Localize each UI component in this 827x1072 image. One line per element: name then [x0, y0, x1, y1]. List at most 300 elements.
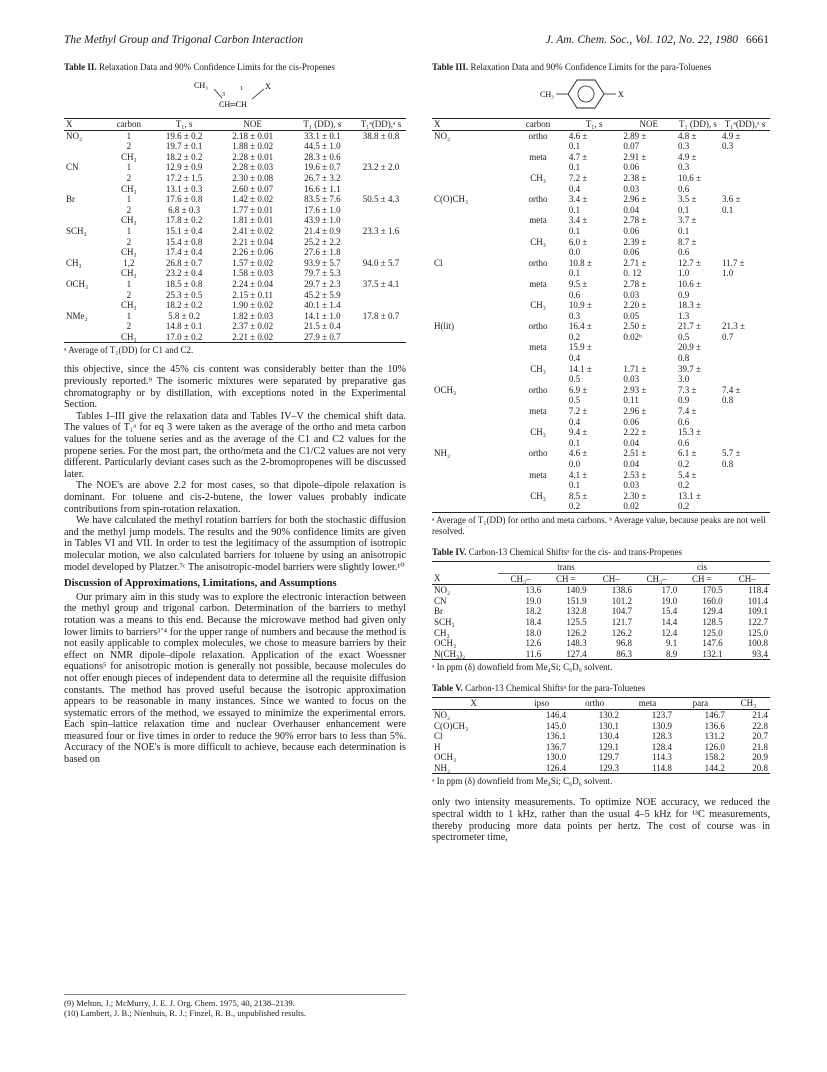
table-cell: 130.4 [598, 731, 620, 742]
table-row [432, 385, 770, 406]
table-cell: 21.8 [752, 741, 768, 752]
table-cell: CH₃ [106, 332, 152, 343]
table-cell [356, 173, 406, 184]
table-cell: 17.8 ± 0.7 [362, 310, 400, 321]
table-cell [64, 321, 106, 332]
table-cell: 100.8 [747, 638, 768, 649]
table-cell: 2.28 ± 0.01 [232, 151, 274, 162]
table-cell: 146.7 [704, 709, 725, 720]
table-cell: 12.9 ± 0.9 [165, 162, 203, 173]
t5-col-para: para [674, 698, 727, 710]
table-cell: 118.4 [748, 585, 768, 596]
table-cell: NO₂ [434, 585, 451, 596]
table-cell: 125.5 [566, 616, 587, 627]
table-cell: 33.1 ± 0.1 [304, 130, 341, 141]
table-cell [356, 290, 406, 301]
table-cell: 130.2 [598, 709, 620, 720]
table-cell: 125.0 [747, 627, 768, 638]
table-cell: 13.1 ± 0.3 [165, 183, 203, 194]
table-cell [720, 470, 770, 491]
table-row [64, 184, 406, 195]
table-cell: 1 [126, 194, 132, 205]
table-row [432, 638, 770, 649]
table-cell: 130.0 [545, 752, 567, 763]
t4-col-x: X [432, 573, 498, 585]
table-cell [64, 268, 106, 279]
table-row [64, 321, 406, 332]
table-cell [356, 300, 406, 311]
table-cell: 12.7 ± 1.0 [678, 257, 701, 279]
table-cell: 126.2 [566, 627, 587, 638]
table-cell: 128.4 [651, 741, 672, 752]
left-paragraph-1: this objective, since the 45% cis content was considerably better than the 10% previously reported.⁹ The isomeric mixtures were separated by preparative gas chromatography or by distillation, with exceptions noted in the Experimental Section. [64, 364, 406, 411]
struct-ch3: CH₃ [194, 81, 208, 90]
table-cell: 18.4 [525, 616, 542, 627]
t3-col-t1dd: T₁ (DD), s [676, 119, 720, 131]
table-cell: C(O)CH₃ [434, 720, 469, 731]
table2 [64, 118, 406, 343]
table-cell [356, 332, 406, 343]
t4-col-4: CH₃– [634, 573, 679, 585]
table-cell: 2 [126, 289, 132, 300]
table-cell: 19.7 ± 0.1 [165, 141, 203, 152]
table-cell: 79.7 ± 5.3 [304, 268, 341, 279]
table-cell: 2.18 ± 0.01 [232, 130, 274, 141]
table3-footnote: ᵃ Average of T₁(DD) for ortho and meta carbons. ᵇ Average value, because peaks are not well resolved. [432, 514, 766, 536]
t2-col-t1dd: T₁ (DD), s [289, 119, 356, 131]
t4-col-3: CH– [589, 573, 634, 585]
table2-title: Relaxation Data and 90% Confidence Limits for the cis-Propenes [98, 62, 335, 72]
right-body-text [432, 797, 770, 843]
table-cell [432, 173, 509, 194]
table-cell: 96.8 [616, 638, 632, 649]
table-cell [356, 215, 406, 226]
t2-col-t1add: T₁ᵃ(DD),ᵃ s [356, 119, 406, 131]
table-cell: 27.9 ± 0.7 [289, 332, 356, 343]
table-cell: 4.9 ± 0.3 [678, 151, 697, 173]
table-cell: 109.1 [747, 606, 768, 617]
struct-c3: 3 [222, 92, 225, 98]
table-cell: 2 [126, 204, 132, 215]
table5-label: Table V. [432, 683, 463, 694]
table-cell: 14.1 ± 0.5 [568, 363, 592, 385]
table-cell: 1.57 ± 0.02 [232, 257, 274, 268]
table-cell: 2.30 ± 0.02 [621, 491, 676, 513]
table-cell: meta [529, 469, 547, 480]
table4-label: Table IV. [432, 546, 467, 557]
table-cell: 158.2 [704, 752, 725, 763]
table-cell: 26.8 ± 0.7 [165, 257, 203, 268]
table-cell: 101.4 [747, 595, 768, 606]
table-cell: 19.0 [525, 595, 542, 606]
right-column [432, 62, 770, 844]
table3 [432, 118, 770, 513]
t4-col-1: CH₃– [498, 573, 543, 585]
table-cell: 10.6 ± 0.6 [678, 172, 701, 194]
t3-col-noe: NOE [621, 119, 676, 131]
table-row [64, 258, 406, 269]
t2-col-noe: NOE [217, 119, 289, 131]
t3-col-t1: T₁, s [567, 119, 622, 131]
table-cell: 2.20 ± 0.05 [623, 300, 647, 321]
table-cell: 6.1 ± 0.2 [678, 448, 697, 469]
table-cell: 1.88 ± 0.02 [232, 141, 274, 152]
table4-caption [432, 547, 770, 558]
table-cell: 94.0 ± 5.7 [362, 257, 400, 268]
table-cell: 9.4 ± 0.1 [568, 427, 588, 448]
table-cell: 23.2 ± 0.4 [165, 268, 203, 279]
table4 [432, 561, 770, 660]
table-cell: 6.0 ± 0.0 [568, 236, 588, 258]
table-cell: 12.6 [525, 638, 542, 649]
table-cell: 16.4 ± 0.2 [568, 321, 592, 342]
table-row [64, 130, 406, 141]
table5-caption [432, 683, 770, 694]
table-cell: 151.9 [566, 595, 587, 606]
table-row [64, 247, 406, 258]
table-cell: 7.4 ± 0.8 [722, 384, 741, 406]
struct-c2: 1 [240, 86, 243, 92]
table-cell: 125.0 [702, 627, 723, 638]
table-cell: 2.30 ± 0.08 [232, 172, 274, 183]
table-row [64, 332, 406, 343]
t4-col-5: CH = [679, 573, 724, 585]
table-cell [432, 491, 509, 513]
t4-group-cis: cis [634, 561, 770, 573]
table-cell [356, 141, 406, 152]
table-cell [432, 342, 509, 363]
table-cell [64, 173, 106, 184]
table-cell: 13.1 ± 0.2 [676, 491, 720, 513]
table-cell: N(CH₃)₂ [432, 649, 498, 660]
table-row [432, 173, 770, 194]
table-cell: 1.71 ± 0.03 [623, 363, 647, 385]
table-cell: 7.4 ± 0.6 [678, 406, 697, 427]
table-cell: 128.5 [702, 616, 723, 627]
table-cell: 19.0 [661, 595, 678, 606]
table-cell: 140.9 [566, 585, 587, 596]
references [64, 994, 406, 1018]
table4-title: Carbon-13 Chemical Shiftsᵃ for the cis- and trans-Propenes [468, 546, 682, 557]
table2-footnote: ᵃ Average of T₁(DD) for C1 and C2. [64, 345, 194, 356]
table-cell: 126.4 [515, 763, 568, 774]
table-cell: 123.7 [651, 709, 672, 720]
table-cell: 2.51 ± 0.04 [623, 448, 647, 469]
t5-col-ortho: ortho [568, 698, 621, 710]
table-row [432, 617, 770, 628]
benzene-ring [568, 80, 604, 108]
table-cell [356, 205, 406, 216]
table-cell: 4.7 ± 0.1 [568, 151, 588, 173]
table-cell: CH₃ [434, 627, 450, 638]
table-cell: CH₃ [530, 172, 546, 183]
table-cell: 2.26 ± 0.06 [232, 247, 274, 258]
table-cell [720, 364, 770, 385]
table-cell: CN [66, 162, 79, 173]
table4-body [432, 585, 770, 660]
table-cell: Cl [434, 731, 443, 742]
table-cell: Br [66, 194, 75, 205]
running-title: The Methyl Group and Trigonal Carbon Interaction [64, 34, 304, 46]
table-row [64, 311, 406, 322]
left-column [64, 62, 406, 1018]
table-cell: OCH₃ [66, 278, 89, 289]
table-cell: 129.3 [568, 763, 621, 774]
table-cell [432, 470, 509, 491]
struct-x-tol: X [618, 90, 624, 99]
table-cell: 3.7 ± 0.1 [678, 215, 697, 236]
table-cell: 3.4 ± 0.1 [568, 215, 588, 236]
table-row [432, 721, 770, 732]
t2-col-carbon: carbon [106, 119, 152, 131]
table-cell [64, 332, 106, 343]
table-cell: 136.6 [704, 720, 725, 731]
table-cell: 129.4 [702, 606, 723, 617]
table-cell: meta [529, 215, 547, 226]
table-row [432, 237, 770, 258]
table-cell: 17.6 ± 0.8 [165, 194, 203, 205]
table-cell: 21.4 [752, 709, 768, 720]
t3-col-carbon: carbon [509, 119, 567, 131]
table-cell [432, 237, 509, 258]
table-cell: 5.4 ± 0.2 [678, 469, 697, 491]
table-cell: 15.4 ± 0.8 [165, 236, 203, 247]
table-cell: SCH₃ [434, 616, 455, 627]
table-cell: CH₃ [509, 491, 567, 513]
table-cell [356, 184, 406, 195]
table-cell [356, 268, 406, 279]
table-cell: 2.89 ± 0.07 [623, 130, 647, 152]
table-cell: 23.2 ± 2.0 [362, 162, 400, 173]
table-row [432, 709, 770, 720]
table-cell [64, 205, 106, 216]
table-cell [64, 215, 106, 226]
table-cell: 21.3 ± 0.7 [722, 321, 745, 342]
table-cell: NO₂ [434, 709, 451, 720]
table-cell: 6.8 ± 0.3 [168, 204, 201, 215]
table-cell: 1.42 ± 0.02 [232, 194, 274, 205]
table-cell: 131.2 [704, 731, 725, 742]
t5-col-x: X [432, 698, 515, 710]
table-cell: 43.9 ± 1.0 [304, 215, 341, 226]
reference-9: (9) Melton, J.; McMurry, J. E. J. Org. Chem. 1975, 40, 2138–2139. [64, 998, 295, 1008]
table-cell: 130.9 [651, 720, 672, 731]
table-cell: CH₃ [121, 300, 137, 311]
left-paragraph-2: Tables I–III give the relaxation data and Tables IV–V the chemical shift data. The values of T₁ᵃ for eq 3 were taken as the average of the ortho and meta carbon values for the toluene series and as the average of the C1 and C2 values for the propene series. For the most part, the ortho/meta and the C1/C2 values are not very different. Particularly deviant cases such as the 2-bromopropenes will be discussed later. [64, 410, 406, 480]
table-cell: 5.7 ± 0.8 [722, 448, 741, 469]
journal-citation [487, 34, 769, 46]
table-row [432, 364, 770, 385]
table-cell [356, 247, 406, 258]
table-row [432, 342, 770, 363]
table-cell: 10.8 ± 0.1 [568, 257, 592, 279]
table-cell: 114.3 [652, 752, 672, 763]
table-cell: 6.9 ± 0.5 [568, 384, 588, 406]
left-body-text [64, 364, 406, 765]
table-cell: C(O)CH₃ [434, 194, 469, 205]
table-cell: 114.8 [621, 763, 674, 774]
struct-ch-ch: CH═CH [219, 100, 247, 109]
table-cell: 18.2 [525, 606, 542, 617]
table-cell: 2.38 ± 0.03 [623, 172, 647, 194]
left-paragraph-3: The NOE's are above 2.2 for most cases, so that dipole–dipole relaxation is dominant. For toluene and cis-2-butene, the lower values probably indicate contributions from spin-rotation relaxation. [64, 480, 406, 515]
t2-col-t1: T₁, s [152, 119, 217, 131]
table-cell: 17.0 [661, 585, 678, 596]
table-cell: 2.53 ± 0.03 [623, 469, 647, 491]
table-cell: 160.0 [702, 595, 723, 606]
table-cell: 15.3 ± 0.6 [678, 427, 701, 448]
struct-bond-2 [252, 89, 264, 99]
table-row [64, 162, 406, 173]
table-cell: Cl [434, 257, 443, 268]
table-cell: 10.6 ± 0.9 [678, 278, 701, 300]
table-row [432, 279, 770, 300]
table-row [432, 742, 770, 753]
table-cell: CH₃ [530, 300, 546, 311]
table-cell: 17.0 ± 0.2 [152, 332, 217, 343]
table-cell: NO₂ [434, 130, 451, 141]
table-cell: 136.1 [545, 731, 567, 742]
table-cell: 2.71 ± 0. 12 [623, 257, 647, 279]
table-cell: 39.7 ± 3.0 [678, 363, 701, 385]
table-cell: meta [529, 342, 547, 353]
table-cell: 2.24 ± 0.04 [232, 278, 274, 289]
table-cell: 15.4 [661, 606, 678, 617]
table-cell: 83.5 ± 7.6 [304, 194, 341, 205]
table-cell: 126.2 [611, 627, 632, 638]
table-cell: ortho [528, 321, 548, 332]
table-row [64, 268, 406, 279]
table-cell: 21.5 ± 0.4 [304, 321, 341, 332]
table-cell: 146.4 [545, 709, 567, 720]
table-row [432, 470, 770, 491]
table-cell: 2.21 ± 0.04 [232, 236, 274, 247]
t4-col-6: CH– [725, 573, 770, 585]
t5-col-ch3: CH₃ [727, 698, 770, 710]
table-cell: 21.7 ± 0.5 [678, 321, 701, 342]
table-cell: OCH₃ [434, 752, 457, 763]
table-cell: 121.7 [611, 616, 632, 627]
table-cell: 2 [126, 141, 132, 152]
table-cell: 2.96 ± 0.06 [623, 406, 647, 427]
table3-caption [432, 62, 770, 73]
table-cell: 2 [126, 321, 132, 332]
table-row [64, 141, 406, 152]
table-cell: 3.5 ± 0.1 [678, 194, 697, 215]
table-cell: CH₃ [530, 427, 546, 438]
table-cell: 18.5 ± 0.8 [165, 278, 203, 289]
table-cell: 126.0 [704, 741, 725, 752]
table-cell: 1 [126, 310, 132, 321]
table-cell: NH₂ [432, 763, 515, 774]
table-row [432, 152, 770, 173]
table-cell: OCH₃ [434, 638, 457, 649]
table-cell: 19.6 ± 0.2 [165, 130, 203, 141]
table-cell: ortho [528, 384, 548, 395]
table-cell [64, 247, 106, 258]
table-cell: 1 [126, 278, 132, 289]
table-cell [64, 184, 106, 195]
table-cell: ortho [528, 257, 548, 268]
table5-title: Carbon-13 Chemical Shiftsᵃ for the para-Toluenes [465, 683, 646, 694]
table-cell: 17.8 ± 0.2 [165, 215, 203, 226]
table-cell: 25.3 ± 0.5 [165, 289, 203, 300]
table-cell: 128.3 [651, 731, 672, 742]
table-cell: 2.39 ± 0.06 [623, 236, 647, 258]
table-row [432, 763, 770, 774]
table-cell: 3.6 ± 0.1 [722, 194, 741, 215]
table-row [432, 649, 770, 660]
table-cell: 18.0 [525, 627, 542, 638]
table-cell: 1 [126, 225, 132, 236]
table-cell: 44.5 ± 1.0 [304, 141, 341, 152]
table-cell: 14.8 ± 0.1 [165, 321, 203, 332]
table-row [432, 258, 770, 279]
t3-col-x: X [432, 119, 509, 131]
table-cell: 9.1 [665, 638, 678, 649]
table-cell: 2 [126, 236, 132, 247]
struct-bond-1 [214, 89, 222, 98]
table-cell: 4.6 ± 0.1 [568, 130, 588, 152]
table-row [432, 491, 770, 513]
table-row [64, 300, 406, 311]
table-cell: 86.3 [589, 649, 634, 660]
table-row [64, 237, 406, 248]
table-cell: CH₃ [530, 236, 546, 247]
table-cell: 15.1 ± 0.4 [165, 225, 203, 236]
table-row [64, 290, 406, 301]
table-cell: 37.5 ± 4.1 [362, 278, 400, 289]
table-cell: CH₃ [121, 268, 137, 279]
table-cell: 7.2 ± 0.4 [568, 172, 588, 194]
table-cell: CH₃ [121, 215, 137, 226]
table-cell [720, 427, 770, 448]
table-cell: 40.1 ± 1.4 [304, 300, 341, 311]
section-heading: Discussion of Approximations, Limitations, and Assumptions [64, 578, 337, 590]
t3-col-t1add: T₁ᵃ(DD),ᵃ s [720, 119, 770, 131]
table3-body [432, 130, 770, 512]
table-cell: 1 [126, 162, 132, 173]
table-cell: 10.9 ± 0.3 [568, 300, 592, 321]
table3-label: Table III. [432, 62, 469, 72]
table-cell: 130.1 [598, 720, 620, 731]
table-cell [356, 152, 406, 163]
table-cell: 132.8 [566, 606, 587, 617]
table-cell: 1.58 ± 0.03 [232, 268, 274, 279]
table-cell: 5.8 ± 0.2 [168, 310, 201, 321]
table-cell: 101.2 [611, 595, 632, 606]
table-cell: 14.1 ± 1.0 [304, 310, 341, 321]
table-row [432, 448, 770, 469]
table-cell: SCH₃ [66, 225, 87, 236]
table-cell [720, 237, 770, 258]
table-row [432, 406, 770, 427]
table-cell: meta [529, 151, 547, 162]
table-cell: 145.0 [545, 720, 567, 731]
table5 [432, 697, 770, 774]
table-cell: 45.2 ± 5.9 [304, 289, 341, 300]
table-cell [720, 491, 770, 513]
table-cell: 8.5 ± 0.2 [567, 491, 622, 513]
table-cell [432, 300, 509, 321]
table-row [432, 752, 770, 763]
t4-group-trans: trans [498, 561, 634, 573]
table-cell: 1,2 [123, 257, 135, 268]
table5-footnote: ᵃ In ppm (δ) downfield from Me₄Si; C₆D₆ solvent. [432, 776, 613, 787]
table-cell: 1.90 ± 0.02 [232, 300, 274, 311]
table-row [432, 300, 770, 321]
table-cell: 93.4 [725, 649, 770, 660]
